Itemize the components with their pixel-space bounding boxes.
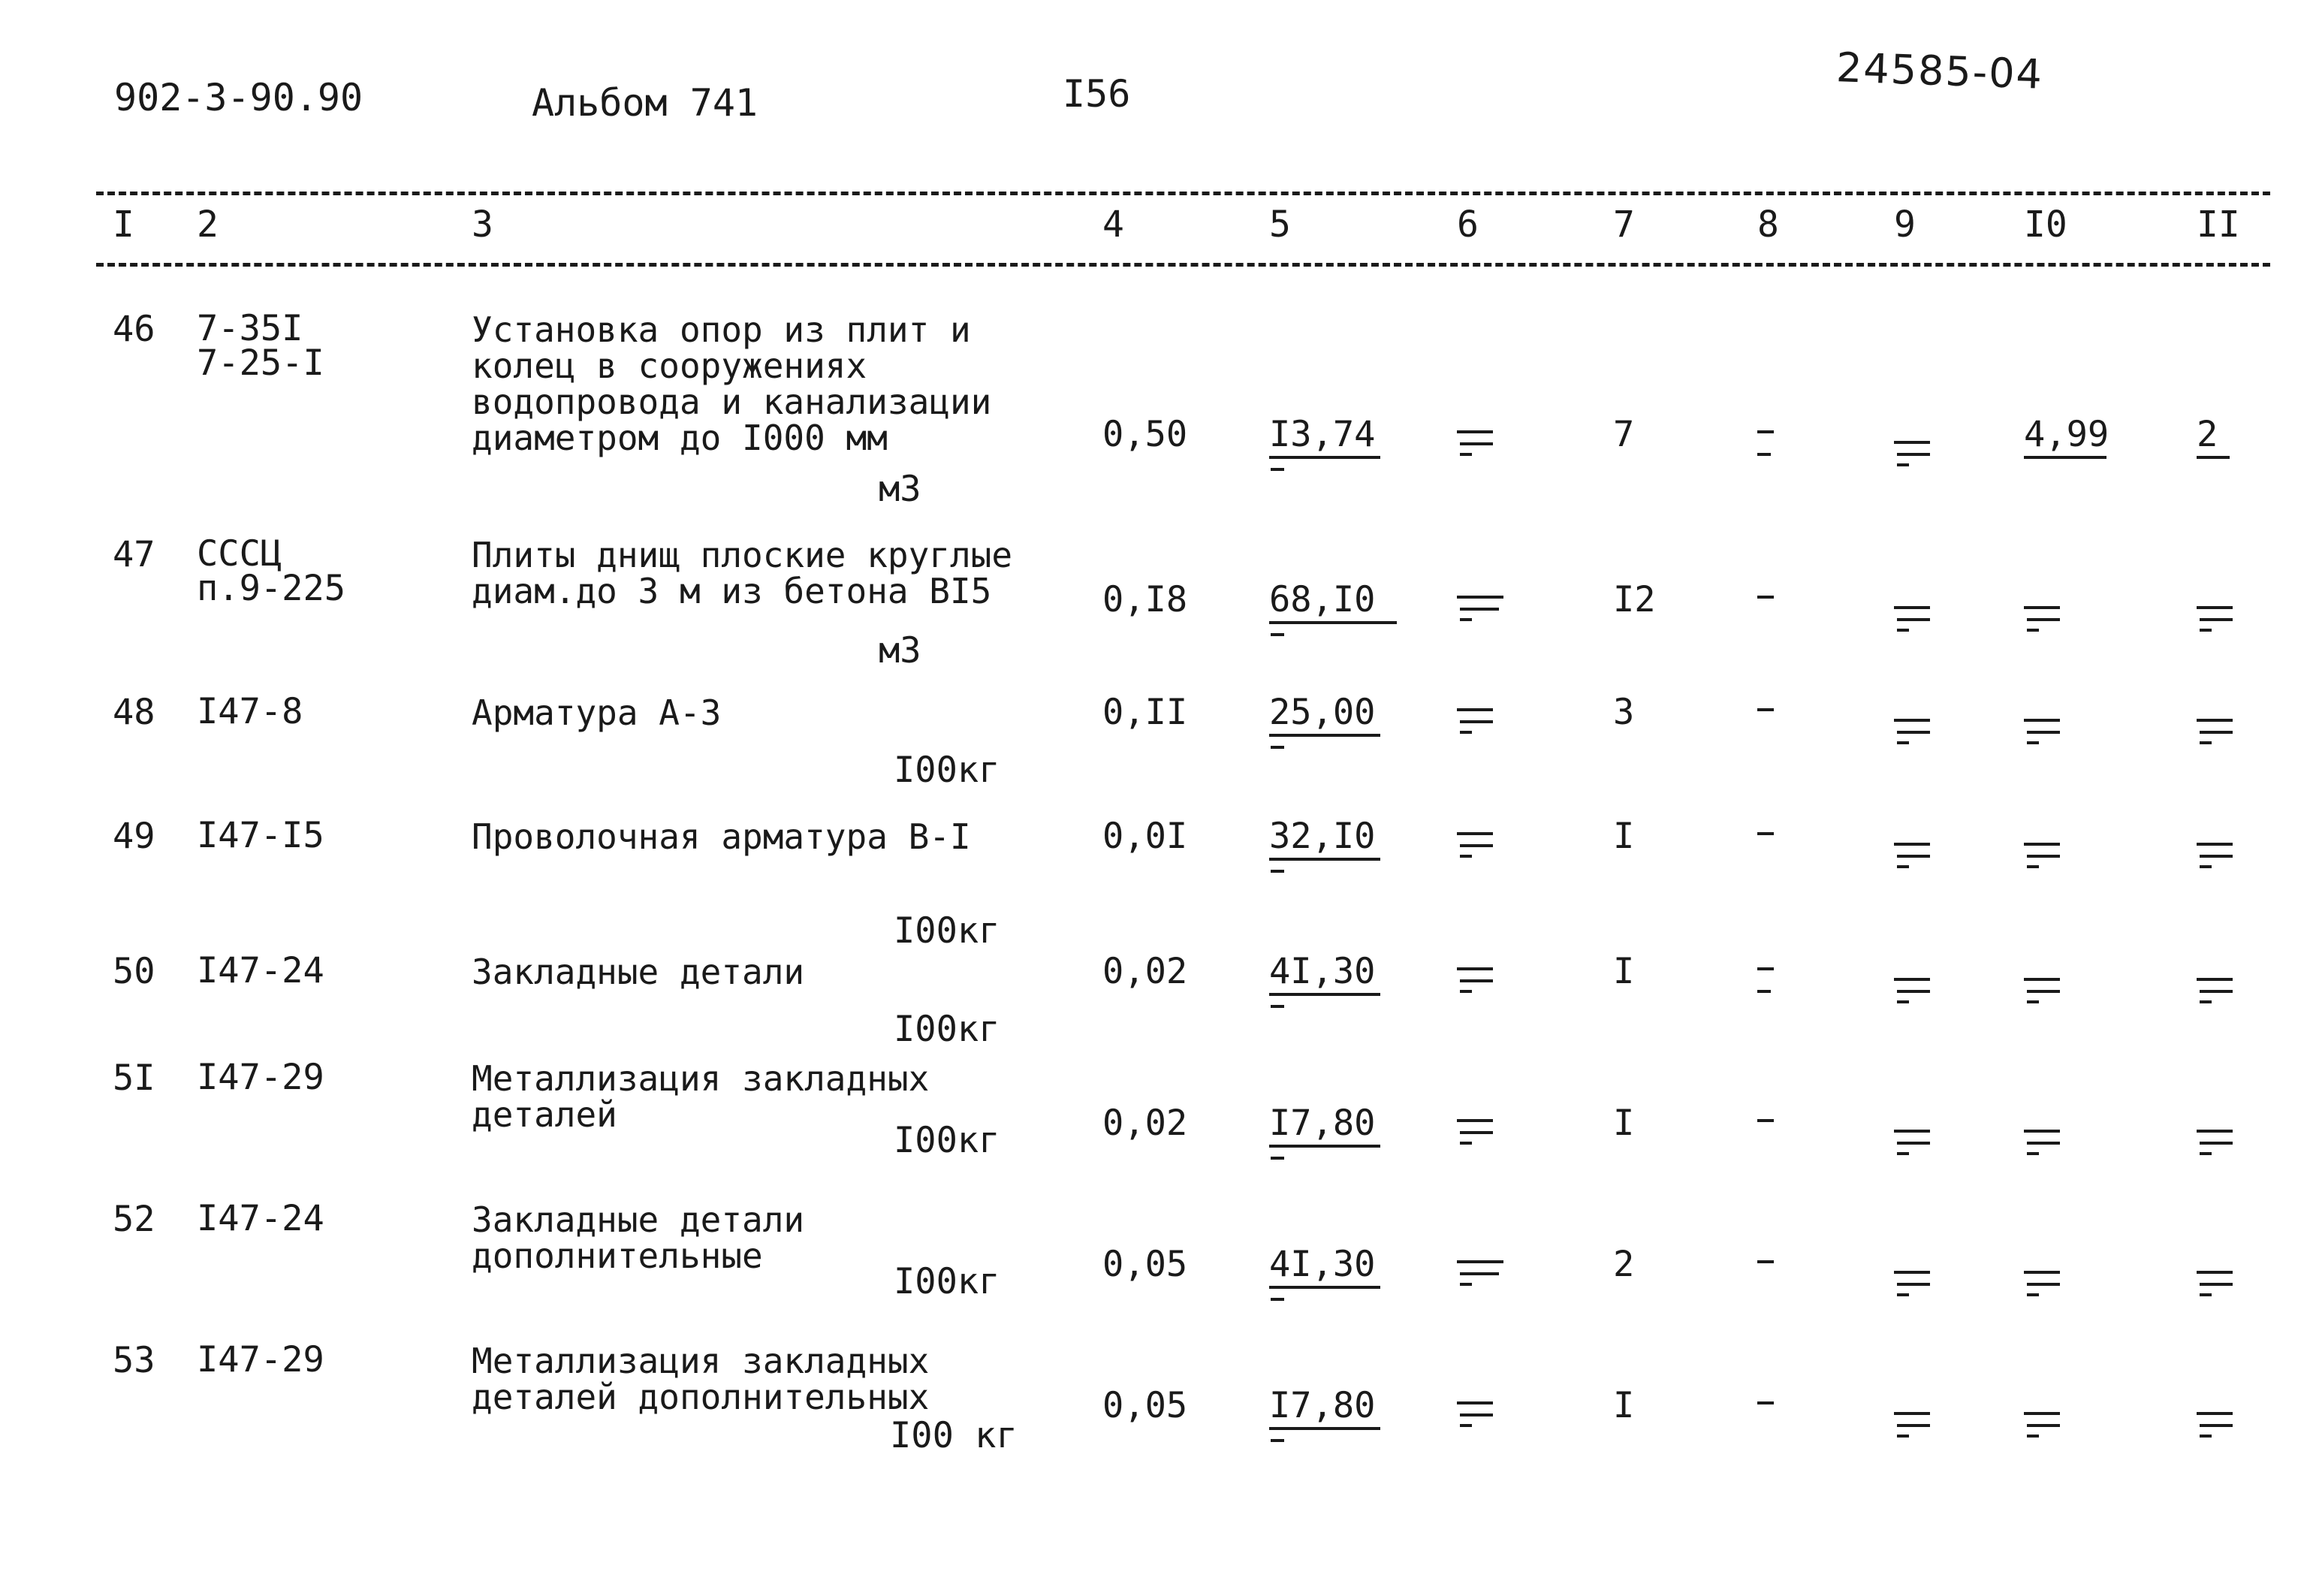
col10-empty <box>2024 970 2076 1008</box>
quantity: 0,I8 <box>1102 579 1188 620</box>
col6-empty <box>1457 1394 1509 1432</box>
col9-empty-line-3 <box>1897 1000 1909 1003</box>
col6-empty-line-3 <box>1460 453 1472 456</box>
col10-empty-line-3 <box>2027 1293 2039 1296</box>
column-header-7: 7 <box>1613 204 1635 246</box>
col10-empty-line-2 <box>2027 731 2060 734</box>
col8-dash-line-1 <box>1757 430 1774 433</box>
work-description: Металлизация закладных деталей <box>472 1058 930 1135</box>
col9-empty-line-1 <box>1894 843 1930 846</box>
col8-dash <box>1757 423 1780 460</box>
col10-value: 4,99 <box>2024 414 2109 455</box>
page-number: I56 <box>1063 72 1131 116</box>
unit-price: 25,00 <box>1269 692 1376 733</box>
col6-empty-line-3 <box>1460 855 1472 858</box>
quantity: 0,05 <box>1102 1244 1188 1285</box>
col11-empty <box>2197 1404 2249 1442</box>
col10-empty-line-3 <box>2027 741 2039 744</box>
unit-of-measure: I00кг <box>894 1261 1000 1302</box>
col7-value: I2 <box>1613 579 1656 620</box>
column-header-2: 2 <box>197 204 219 246</box>
col11-empty <box>2197 599 2249 636</box>
col8-dash-line-1 <box>1757 1260 1774 1263</box>
col9-empty-line-3 <box>1897 741 1909 744</box>
col6-empty-line-2 <box>1460 1131 1493 1134</box>
col6-empty-line-2 <box>1460 979 1493 982</box>
unit-price-mark <box>1271 1439 1284 1442</box>
unit-of-measure: I00кг <box>894 1120 1000 1161</box>
col9-empty-line-3 <box>1897 463 1909 466</box>
col6-empty <box>1457 825 1509 862</box>
col11-empty-line-1 <box>2197 1130 2233 1133</box>
col8-dash-line-1 <box>1757 708 1774 711</box>
col10-empty-line-3 <box>2027 1000 2039 1003</box>
unit-price: I7,80 <box>1269 1103 1376 1144</box>
col6-empty-line-2 <box>1460 844 1493 847</box>
col6-empty-line-2 <box>1460 1272 1499 1275</box>
col6-empty-line-2 <box>1460 720 1493 723</box>
unit-of-measure: I00кг <box>894 1009 1000 1050</box>
col8-dash-line-1 <box>1757 832 1774 835</box>
unit-price-underline <box>1269 1286 1380 1289</box>
col10-empty-line-2 <box>2027 855 2060 858</box>
unit-price-underline <box>1269 993 1380 996</box>
col8-dash <box>1757 960 1780 997</box>
col11-empty-line-2 <box>2200 855 2233 858</box>
col9-empty <box>1894 1263 1947 1301</box>
quantity: 0,0I <box>1102 816 1188 857</box>
col10-empty-line-1 <box>2024 978 2060 981</box>
col11-underline <box>2197 456 2230 459</box>
col7-value: 7 <box>1613 414 1635 455</box>
unit-price: 4I,30 <box>1269 951 1376 992</box>
col9-empty-line-2 <box>1897 731 1930 734</box>
col11-empty-line-1 <box>2197 978 2233 981</box>
row-number: 53 <box>113 1340 155 1381</box>
unit-price-mark <box>1271 468 1284 471</box>
col11-empty-line-2 <box>2200 731 2233 734</box>
col10-empty-line-3 <box>2027 629 2039 632</box>
col10-empty-line-1 <box>2024 606 2060 609</box>
col11-empty-line-1 <box>2197 1271 2233 1274</box>
document-code: 902-3-90.90 <box>114 76 363 119</box>
unit-price-underline <box>1269 1145 1380 1148</box>
col6-empty-line-2 <box>1460 442 1493 445</box>
rate-code: I47-29 <box>197 1057 324 1098</box>
col11-value: 2 <box>2197 414 2218 455</box>
column-header-11: II <box>2197 204 2240 246</box>
col11-empty <box>2197 835 2249 873</box>
col9-empty-line-2 <box>1897 855 1930 858</box>
col11-empty <box>2197 1263 2249 1301</box>
unit-of-measure: I00кг <box>894 750 1000 791</box>
col9-empty-line-3 <box>1897 865 1909 868</box>
col9-empty-line-1 <box>1894 441 1930 444</box>
col8-dash-line-2 <box>1757 453 1771 456</box>
col11-empty-line-2 <box>2200 618 2233 621</box>
column-header-8: 8 <box>1757 204 1779 246</box>
unit-of-measure: I00 кг <box>890 1415 1018 1456</box>
column-header-9: 9 <box>1894 204 1916 246</box>
col9-empty-line-3 <box>1897 1152 1909 1155</box>
col9-empty-line-3 <box>1897 629 1909 632</box>
quantity: 0,05 <box>1102 1385 1188 1426</box>
rate-code: I47-I5 <box>197 815 324 856</box>
row-number: 52 <box>113 1199 155 1240</box>
col8-dash <box>1757 701 1780 738</box>
unit-price: 68,I0 <box>1269 579 1376 620</box>
col9-empty-line-1 <box>1894 1412 1930 1415</box>
col6-empty <box>1457 1253 1509 1290</box>
col8-dash <box>1757 825 1780 862</box>
col10-empty-line-2 <box>2027 1142 2060 1145</box>
album-label: Альбом 741 <box>532 81 758 125</box>
quantity: 0,02 <box>1102 951 1188 992</box>
col10-empty-line-1 <box>2024 1412 2060 1415</box>
col9-empty-line-2 <box>1897 1142 1930 1145</box>
work-description: Закладные детали <box>472 952 805 992</box>
col10-empty-line-2 <box>2027 990 2060 993</box>
col6-empty-line-3 <box>1460 1283 1472 1286</box>
col10-empty <box>2024 1263 2076 1301</box>
col9-empty-line-2 <box>1897 1283 1930 1286</box>
col6-empty-line-1 <box>1457 596 1503 599</box>
rate-code: 7-35I 7-25-I <box>197 308 324 384</box>
col7-value: I <box>1613 816 1635 857</box>
col10-empty-line-3 <box>2027 1435 2039 1438</box>
col9-empty-line-1 <box>1894 978 1930 981</box>
column-header-3: 3 <box>472 204 493 246</box>
col9-empty <box>1894 599 1947 636</box>
unit-of-measure: м3 <box>879 630 921 671</box>
col6-empty-line-1 <box>1457 1260 1503 1263</box>
quantity: 0,II <box>1102 692 1188 733</box>
col11-empty-line-1 <box>2197 1412 2233 1415</box>
header-top-rule <box>96 192 2270 195</box>
col7-value: I <box>1613 1385 1635 1426</box>
col9-empty-line-2 <box>1897 618 1930 621</box>
work-description: Установка опор из плит и колец в сооружениях водопровода и канализации диаметром до I000 мм <box>472 309 992 458</box>
col6-empty <box>1457 588 1509 626</box>
rate-code: I47-29 <box>197 1339 324 1380</box>
col9-empty <box>1894 1404 1947 1442</box>
col6-empty-line-3 <box>1460 990 1472 993</box>
col10-empty-line-2 <box>2027 1283 2060 1286</box>
col8-dash <box>1757 588 1780 626</box>
unit-price: I3,74 <box>1269 414 1376 455</box>
col7-value: I <box>1613 1103 1635 1144</box>
unit-price-underline <box>1269 1427 1380 1430</box>
col6-empty <box>1457 423 1509 460</box>
col11-empty-line-2 <box>2200 1424 2233 1427</box>
col7-value: 2 <box>1613 1244 1635 1285</box>
col6-empty-line-3 <box>1460 731 1472 734</box>
col10-empty-line-1 <box>2024 843 2060 846</box>
unit-price-mark <box>1271 1298 1284 1301</box>
unit-price: 4I,30 <box>1269 1244 1376 1285</box>
col6-empty-line-1 <box>1457 832 1493 835</box>
col9-empty <box>1894 1122 1947 1160</box>
col6-empty-line-3 <box>1460 1142 1472 1145</box>
col9-empty-line-1 <box>1894 719 1930 722</box>
col11-empty-line-3 <box>2200 1293 2212 1296</box>
col7-value: 3 <box>1613 692 1635 733</box>
quantity: 0,02 <box>1102 1103 1188 1144</box>
header-bottom-rule <box>96 263 2270 267</box>
col10-underline <box>2024 456 2106 459</box>
unit-price: 32,I0 <box>1269 816 1376 857</box>
col8-dash-line-1 <box>1757 967 1774 970</box>
work-description: Плиты днищ плоские круглые диам.до 3 м из бетона BI5 <box>472 535 1013 611</box>
col8-dash-line-1 <box>1757 596 1774 599</box>
col6-empty-line-3 <box>1460 1424 1472 1427</box>
row-number: 48 <box>113 692 155 733</box>
unit-price-underline <box>1269 621 1397 624</box>
col11-empty-line-2 <box>2200 1142 2233 1145</box>
col6-empty-line-1 <box>1457 708 1493 711</box>
col9-empty <box>1894 970 1947 1008</box>
unit-price: I7,80 <box>1269 1385 1376 1426</box>
col8-dash-line-1 <box>1757 1401 1774 1404</box>
col11-empty-line-1 <box>2197 606 2233 609</box>
col11-empty-line-3 <box>2200 1152 2212 1155</box>
column-header-5: 5 <box>1269 204 1291 246</box>
unit-price-mark <box>1271 870 1284 873</box>
col7-value: I <box>1613 951 1635 992</box>
col9-empty-line-1 <box>1894 606 1930 609</box>
col9-empty-line-3 <box>1897 1435 1909 1438</box>
col6-empty <box>1457 960 1509 997</box>
row-number: 49 <box>113 816 155 857</box>
work-description: Арматура А-3 <box>472 692 722 733</box>
row-number: 50 <box>113 951 155 992</box>
col11-empty-line-3 <box>2200 1000 2212 1003</box>
col9-empty-line-2 <box>1897 1424 1930 1427</box>
column-header-1: I <box>113 204 134 246</box>
col10-empty <box>2024 599 2076 636</box>
unit-price-underline <box>1269 456 1380 459</box>
col11-empty <box>2197 1122 2249 1160</box>
col9-empty <box>1894 835 1947 873</box>
col9-empty-line-2 <box>1897 453 1930 456</box>
row-number: 47 <box>113 534 155 575</box>
col9-empty <box>1894 433 1947 471</box>
col6-empty <box>1457 1112 1509 1149</box>
row-number: 5I <box>113 1057 155 1099</box>
col10-empty-line-1 <box>2024 719 2060 722</box>
work-description: Закладные детали дополнительные <box>472 1199 805 1276</box>
quantity: 0,50 <box>1102 414 1188 455</box>
col11-empty <box>2197 970 2249 1008</box>
unit-of-measure: м3 <box>879 469 921 510</box>
unit-price-mark <box>1271 746 1284 749</box>
col11-empty-line-3 <box>2200 741 2212 744</box>
row-number: 46 <box>113 309 155 350</box>
column-header-4: 4 <box>1102 204 1124 246</box>
col6-empty-line-1 <box>1457 1401 1493 1404</box>
col10-empty-line-1 <box>2024 1130 2060 1133</box>
col10-empty <box>2024 835 2076 873</box>
col11-empty-line-2 <box>2200 1283 2233 1286</box>
col11-empty-line-3 <box>2200 865 2212 868</box>
column-header-10: I0 <box>2024 204 2067 246</box>
col11-empty-line-1 <box>2197 719 2233 722</box>
unit-price-mark <box>1271 633 1284 636</box>
col9-empty-line-1 <box>1894 1130 1930 1133</box>
work-description: Металлизация закладных деталей дополнительных <box>472 1341 930 1417</box>
unit-price-mark <box>1271 1157 1284 1160</box>
col6-empty <box>1457 701 1509 738</box>
col9-empty <box>1894 711 1947 749</box>
col8-dash <box>1757 1112 1780 1149</box>
col10-empty <box>2024 1404 2076 1442</box>
col11-empty-line-2 <box>2200 990 2233 993</box>
unit-price-underline <box>1269 734 1380 737</box>
col8-dash <box>1757 1253 1780 1290</box>
col11-empty-line-3 <box>2200 1435 2212 1438</box>
col9-empty-line-2 <box>1897 990 1930 993</box>
rate-code: I47-8 <box>197 691 303 732</box>
rate-code: I47-24 <box>197 1198 324 1239</box>
col10-empty-line-3 <box>2027 1152 2039 1155</box>
col9-empty-line-3 <box>1897 1293 1909 1296</box>
col6-empty-line-2 <box>1460 1413 1493 1416</box>
rate-code: I47-24 <box>197 950 324 991</box>
col10-empty-line-1 <box>2024 1271 2060 1274</box>
document-number: 24585-04 <box>1835 44 2045 98</box>
col6-empty-line-1 <box>1457 1119 1493 1122</box>
col6-empty-line-3 <box>1460 618 1472 621</box>
col11-empty <box>2197 711 2249 749</box>
col6-empty-line-2 <box>1460 608 1499 611</box>
col10-empty <box>2024 1122 2076 1160</box>
col8-dash-line-1 <box>1757 1119 1774 1122</box>
col10-empty <box>2024 711 2076 749</box>
col11-empty-line-3 <box>2200 629 2212 632</box>
col10-empty-line-3 <box>2027 865 2039 868</box>
column-header-6: 6 <box>1457 204 1479 246</box>
col10-empty-line-2 <box>2027 618 2060 621</box>
col6-empty-line-1 <box>1457 967 1493 970</box>
work-description: Проволочная арматура В-I <box>472 816 971 857</box>
col8-dash-line-2 <box>1757 990 1771 993</box>
unit-price-underline <box>1269 858 1380 861</box>
col9-empty-line-1 <box>1894 1271 1930 1274</box>
col10-empty-line-2 <box>2027 1424 2060 1427</box>
col6-empty-line-1 <box>1457 430 1493 433</box>
rate-code: СССЦ п.9-225 <box>197 533 346 609</box>
col11-empty-line-1 <box>2197 843 2233 846</box>
col8-dash <box>1757 1394 1780 1432</box>
unit-price-mark <box>1271 1005 1284 1008</box>
unit-of-measure: I00кг <box>894 910 1000 952</box>
